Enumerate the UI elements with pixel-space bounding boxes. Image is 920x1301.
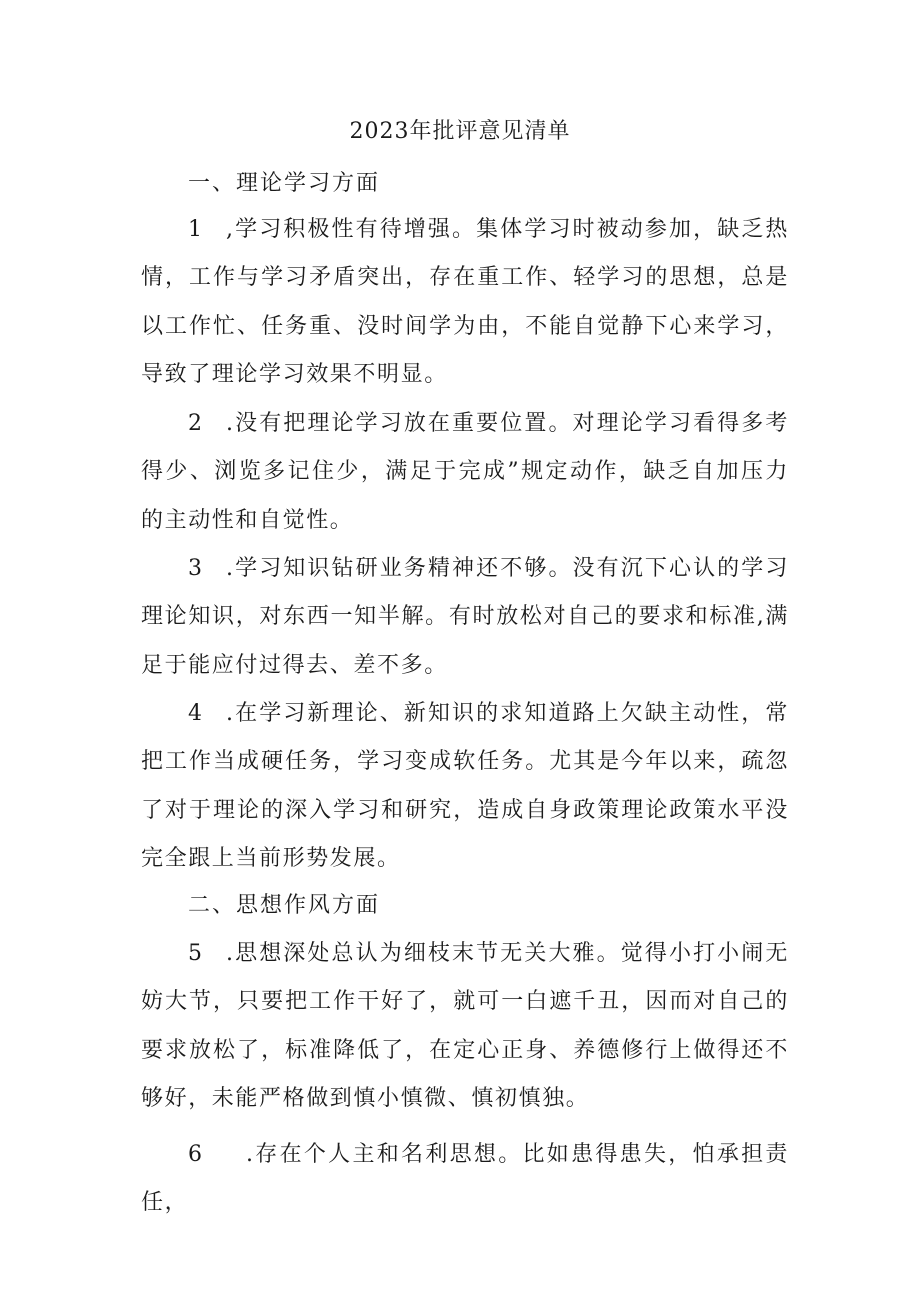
item-number: 3 <box>188 556 204 581</box>
paragraph-item-5 <box>141 930 789 1124</box>
item-number: 5 <box>188 941 204 966</box>
section-heading-theory: 一、理论学习方面 <box>188 171 381 196</box>
item-text: .在学习新理论、新知识的求知道路上欠缺主动性，常把工作当成硬任务，学习变成软任务。尤其是今年以来，疏忽了对于理论的深入学习和研究，造成自身政策理论政策水平没完全跟上当前形势发展。 <box>141 701 789 872</box>
item-number: 6 <box>188 1142 204 1167</box>
item-text: .思想深处总认为细枝末节无关大雅。觉得小打小闹无妨大节，只要把工作干好了，就可一白遮千丑，因而对自己的要求放松了，标准降低了，在定心正身、养德修行上做得还不够好，未能严格做到慎小慎微、慎初慎独。 <box>141 941 789 1112</box>
paragraph-item-4 <box>141 690 789 884</box>
paragraph-item-3 <box>141 545 789 690</box>
paragraph-item-2 <box>141 400 789 545</box>
item-text: ,学习积极性有待增强。集体学习时被动参加，缺乏热情，工作与学习矛盾突出，存在重工作、轻学习的思想，总是以工作忙、任务重、没时间学为由，不能自觉静下心来学习，导致了理论学习效果不明显。 <box>141 217 789 388</box>
item-number: 1 <box>188 217 204 242</box>
item-number: 4 <box>188 701 204 726</box>
paragraph-item-1 <box>141 206 789 400</box>
item-text: .没有把理论学习放在重要位置。对理论学习看得多考得少、浏览多记住少，满足于完成”规定动作，缺乏自加压力的主动性和自觉性。 <box>141 411 789 533</box>
section-heading-style: 二、思想作风方面 <box>188 893 381 918</box>
item-text: .学习知识钻研业务精神还不够。没有沉下心认的学习理论知识，对东西一知半解。有时放松对自己的要求和标准,满足于能应付过得去、差不多。 <box>141 556 789 678</box>
paragraph-item-6 <box>141 1131 789 1228</box>
item-number: 2 <box>188 411 204 436</box>
item-text: .存在个人主和名利思想。比如患得患失，怕承担责任， <box>141 1142 789 1216</box>
document-title: 2023年批评意见清单 <box>349 119 571 144</box>
